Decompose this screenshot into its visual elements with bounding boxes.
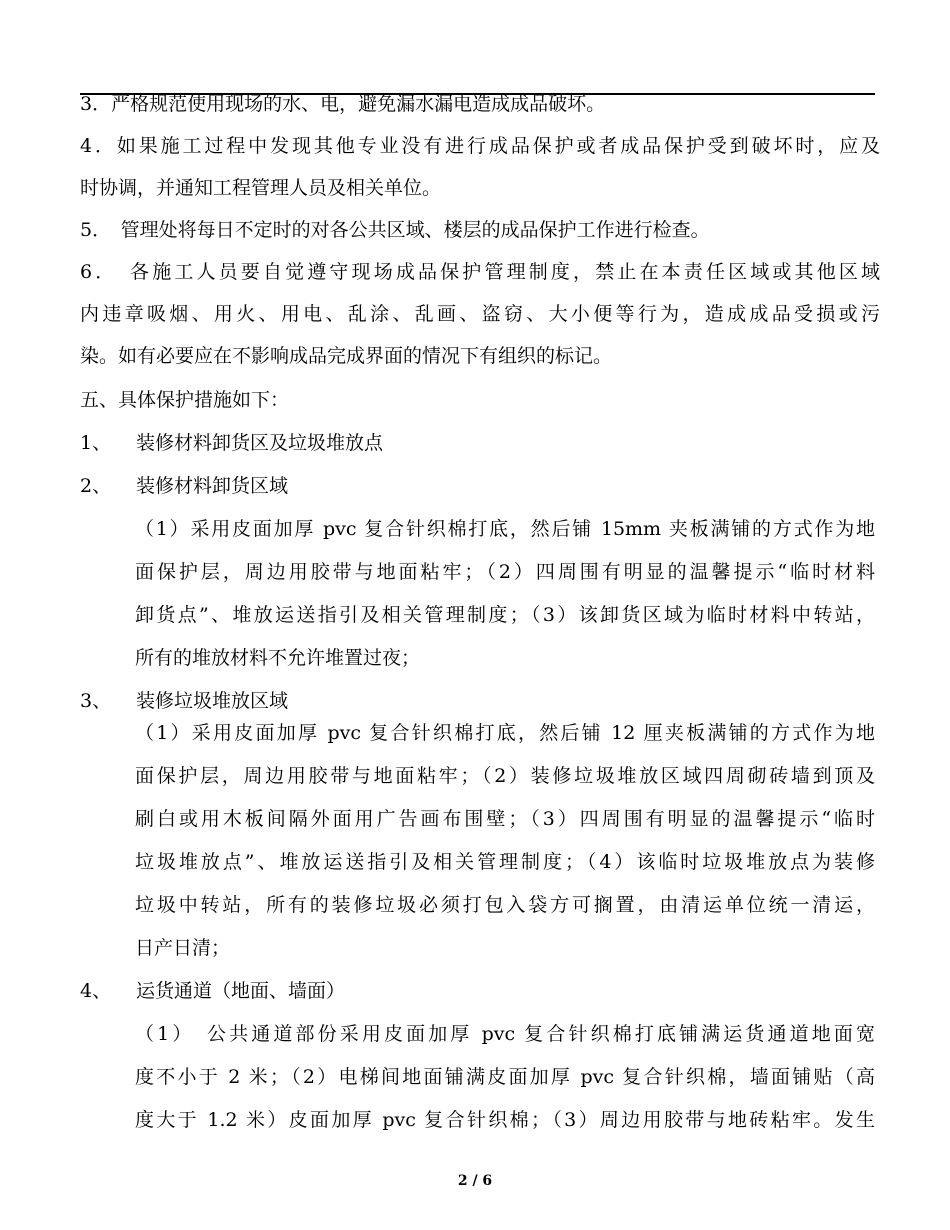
paragraph-line: 时协调，并通知工程管理人员及相关单位。 [80, 177, 442, 199]
list-item-number: 4、 [80, 980, 112, 1002]
list-item [80, 979, 880, 1003]
list-item-text: 装修材料卸货区域 [136, 475, 289, 497]
paragraph-line: 面保护层，周边用胶带与地面粘牢；（2）装修垃圾堆放区域四周砌砖墙到顶及 [135, 765, 875, 787]
paragraph-line: （1）采用皮面加厚 pvc 复合针织棉打底，然后铺 12 厘夹板满铺的方式作为地 [135, 722, 875, 744]
paragraph-line: 染。如有必要应在不影响成品完成界面的情况下有组织的标记。 [80, 345, 613, 367]
paragraph-line: 卸货点”、堆放运送指引及相关管理制度；（3）该卸货区域为临时材料中转站， [135, 604, 875, 626]
list-item-number: 3、 [80, 690, 112, 712]
paragraph-line: 6． 各施工人员要自觉遵守现场成品保护管理制度，禁止在本责任区域或其他区域 [80, 261, 880, 283]
list-item [80, 431, 880, 455]
paragraph-line: 度不小于 2 米；（2）电梯间地面铺满皮面加厚 pvc 复合针织棉，墙面铺贴（高 [135, 1066, 875, 1088]
list-item-text: 装修垃圾堆放区域 [136, 690, 289, 712]
list-item [80, 474, 880, 498]
list-item-number: 1、 [80, 432, 112, 454]
paragraph-line: （1） 公共通道部份采用皮面加厚 pvc 复合针织棉打底铺满运货通道地面宽 [135, 1023, 875, 1045]
section-heading: 五、具体保护措施如下： [80, 389, 290, 411]
paragraph-line: （1）采用皮面加厚 pvc 复合针织棉打底，然后铺 15mm 夹板满铺的方式作为地 [135, 518, 875, 540]
paragraph-line: 内违章吸烟、用火、用电、乱涂、乱画、盗窃、大小便等行为，造成成品受损或污 [80, 303, 880, 325]
paragraph-line: 刷白或用木板间隔外面用广告画布围壁；（3）四周围有明显的温馨提示“临时 [135, 808, 875, 830]
page-number: 2 / 6 [457, 1173, 493, 1189]
paragraph-line: 垃圾堆放点”、堆放运送指引及相关管理制度；（4）该临时垃圾堆放点为装修 [135, 851, 875, 873]
paragraph-line: 4．如果施工过程中发现其他专业没有进行成品保护或者成品保护受到破坏时，应及 [80, 135, 880, 157]
paragraph-line: 面保护层，周边用胶带与地面粘牢；（2）四周围有明显的温馨提示“临时材料 [135, 561, 875, 583]
list-item [80, 689, 880, 713]
list-item-number: 2、 [80, 475, 112, 497]
paragraph-line: 垃圾中转站，所有的装修垃圾必须打包入袋方可搁置，由清运单位统一清运， [135, 894, 875, 916]
paragraph-line: 日产日清； [135, 937, 231, 959]
list-item-text: 运货通道（地面、墙面） [136, 980, 346, 1002]
paragraph-line: 3．严格规范使用现场的水、电，避免漏水漏电造成成品破坏。 [80, 93, 606, 115]
paragraph-line: 度大于 1.2 米）皮面加厚 pvc 复合针织棉；（3）周边用胶带与地砖粘牢。发生 [135, 1109, 875, 1131]
list-item-text: 装修材料卸货区及垃圾堆放点 [136, 432, 384, 454]
paragraph-line: 所有的堆放材料不允许堆置过夜； [135, 647, 421, 669]
paragraph-line: 5． 管理处将每日不定时的对各公共区域、楼层的成品保护工作进行检查。 [80, 219, 710, 241]
